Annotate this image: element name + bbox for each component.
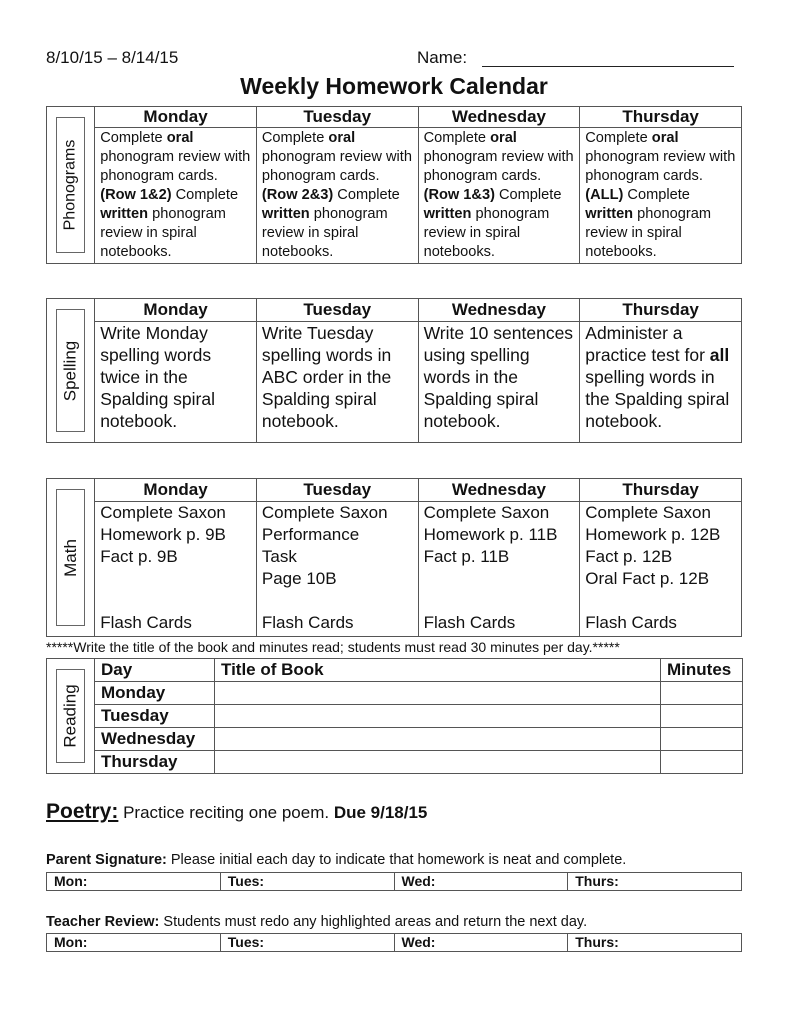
spelling-table: [46, 298, 742, 443]
table-row: [47, 728, 743, 751]
math-label: Math: [60, 538, 80, 577]
math-header-wednesday: Wednesday: [418, 479, 580, 502]
sig-thurs-field[interactable]: Thurs:: [568, 873, 742, 891]
sig-tues-field[interactable]: Tues:: [220, 873, 394, 891]
flash-cards-text: Flash Cards: [423, 613, 516, 632]
math-line: Oral Fact p. 12B: [585, 569, 710, 588]
spelling-cell-wednesday: Write 10 sentences using spelling words in the Spalding spiral notebook.: [418, 322, 580, 443]
reading-day-thursday: Thursday: [95, 751, 215, 774]
teacher-review-label: Teacher Review:: [46, 914, 160, 930]
sig-wed-field[interactable]: Wed:: [394, 873, 568, 891]
reading-title-field[interactable]: [215, 728, 661, 751]
reading-header-minutes: Minutes: [661, 659, 743, 682]
page-title: Weekly Homework Calendar: [240, 73, 548, 99]
math-line: Complete Saxon: [261, 503, 388, 522]
reading-table: [46, 658, 743, 774]
spelling-header-monday: Monday: [95, 299, 257, 322]
math-line: Page 10B: [261, 569, 337, 588]
phonograms-header-thursday: Thursday: [580, 107, 742, 128]
reading-minutes-field[interactable]: [661, 682, 743, 705]
reading-label: Reading: [60, 684, 80, 748]
spelling-header-wednesday: Wednesday: [418, 299, 580, 322]
table-row: [47, 682, 743, 705]
spelling-header-tuesday: Tuesday: [256, 299, 418, 322]
name-line-field[interactable]: [482, 66, 734, 67]
math-line: Fact p. 9B: [100, 547, 178, 566]
math-line: Fact p. 11B: [423, 547, 510, 566]
phonograms-header-monday: Monday: [95, 107, 257, 128]
reading-title-field[interactable]: [215, 682, 661, 705]
math-line: Complete Saxon: [100, 503, 226, 522]
reading-minutes-field[interactable]: [661, 728, 743, 751]
teacher-review-text: Students must redo any highlighted areas and return the next day.: [159, 914, 588, 930]
math-table: [46, 478, 742, 637]
poetry-due: Due 9/18/15: [333, 803, 428, 822]
phonograms-cell-tuesday: Complete oral phonogram review with phonogram cards. (Row 2&3) Complete written phonogram review in spiral notebooks.: [256, 128, 418, 264]
reading-minutes-field[interactable]: [661, 705, 743, 728]
math-header-tuesday: Tuesday: [256, 479, 418, 502]
date-range: 8/10/15 – 8/14/15: [46, 48, 179, 67]
phonograms-cell-thursday: Complete oral phonogram review with phonogram cards. (ALL) Complete written phonogram review in spiral notebooks.: [580, 128, 742, 264]
table-row: [47, 751, 743, 774]
spelling-cell-monday: Write Monday spelling words twice in the Spalding spiral notebook.: [95, 322, 257, 443]
parent-signature-instructions: [46, 852, 626, 868]
phonograms-cell-wednesday: Complete oral phonogram review with phonogram cards. (Row 1&3) Complete written phonogram review in spiral notebooks.: [418, 128, 580, 264]
name-label: Name:: [417, 48, 468, 67]
math-line: Homework p. 12B: [585, 525, 721, 544]
reading-title-field[interactable]: [215, 751, 661, 774]
reading-header-title: Title of Book: [215, 659, 661, 682]
rev-mon-field[interactable]: Mon:: [47, 934, 221, 952]
teacher-review-instructions: [46, 914, 587, 930]
reading-instructions: *****Write the title of the book and minutes read; students must read 30 minutes per day.*****: [46, 639, 620, 655]
math-header-thursday: Thursday: [580, 479, 742, 502]
math-line: Homework p. 11B: [423, 525, 558, 544]
phonograms-table: [46, 106, 742, 264]
spelling-side-cell: [47, 299, 95, 443]
sig-mon-field[interactable]: Mon:: [47, 873, 221, 891]
math-cell-thursday: [580, 502, 742, 637]
reading-title-field[interactable]: [215, 705, 661, 728]
spelling-cell-thursday: Administer a practice test for all spelling words in the Spalding spiral notebook.: [580, 322, 742, 443]
math-line: Fact p. 12B: [585, 547, 673, 566]
math-line: Complete Saxon: [423, 503, 550, 522]
rev-tues-field[interactable]: Tues:: [220, 934, 394, 952]
parent-signature-table: [46, 872, 742, 891]
spelling-label: Spelling: [60, 340, 80, 401]
math-line: Performance: [261, 525, 360, 544]
phonograms-header-wednesday: Wednesday: [418, 107, 580, 128]
math-side-cell: [47, 479, 95, 637]
reading-day-wednesday: Wednesday: [95, 728, 215, 751]
phonograms-label: Phonograms: [61, 139, 79, 231]
poetry-line: [46, 800, 427, 824]
math-cell-wednesday: [418, 502, 580, 637]
math-line: Complete Saxon: [585, 503, 711, 522]
math-header-monday: Monday: [95, 479, 257, 502]
parent-signature-label: Parent Signature:: [46, 852, 167, 868]
rev-wed-field[interactable]: Wed:: [394, 934, 568, 952]
reading-header-day: Day: [95, 659, 215, 682]
phonograms-cell-monday: Complete oral phonogram review with phonogram cards. (Row 1&2) Complete written phonogram review in spiral notebooks.: [95, 128, 257, 264]
teacher-review-table: [46, 933, 742, 952]
phonograms-side-cell: [47, 107, 95, 264]
reading-day-monday: Monday: [95, 682, 215, 705]
math-cell-monday: [95, 502, 257, 637]
rev-thurs-field[interactable]: Thurs:: [568, 934, 742, 952]
math-cell-tuesday: [256, 502, 418, 637]
reading-side-cell: [47, 659, 95, 774]
reading-minutes-field[interactable]: [661, 751, 743, 774]
phonograms-header-tuesday: Tuesday: [256, 107, 418, 128]
poetry-text: Practice reciting one poem.: [118, 803, 334, 822]
math-line: Task: [261, 547, 297, 566]
flash-cards-text: Flash Cards: [100, 613, 192, 632]
spelling-header-thursday: Thursday: [580, 299, 742, 322]
poetry-label: Poetry:: [46, 800, 119, 823]
math-line: Homework p. 9B: [100, 525, 226, 544]
table-row: [47, 705, 743, 728]
flash-cards-text: Flash Cards: [261, 613, 354, 632]
flash-cards-text: Flash Cards: [585, 613, 677, 632]
spelling-cell-tuesday: Write Tuesday spelling words in ABC order in the Spalding spiral notebook.: [256, 322, 418, 443]
parent-signature-text: Please initial each day to indicate that homework is neat and complete.: [166, 852, 627, 868]
reading-day-tuesday: Tuesday: [95, 705, 215, 728]
